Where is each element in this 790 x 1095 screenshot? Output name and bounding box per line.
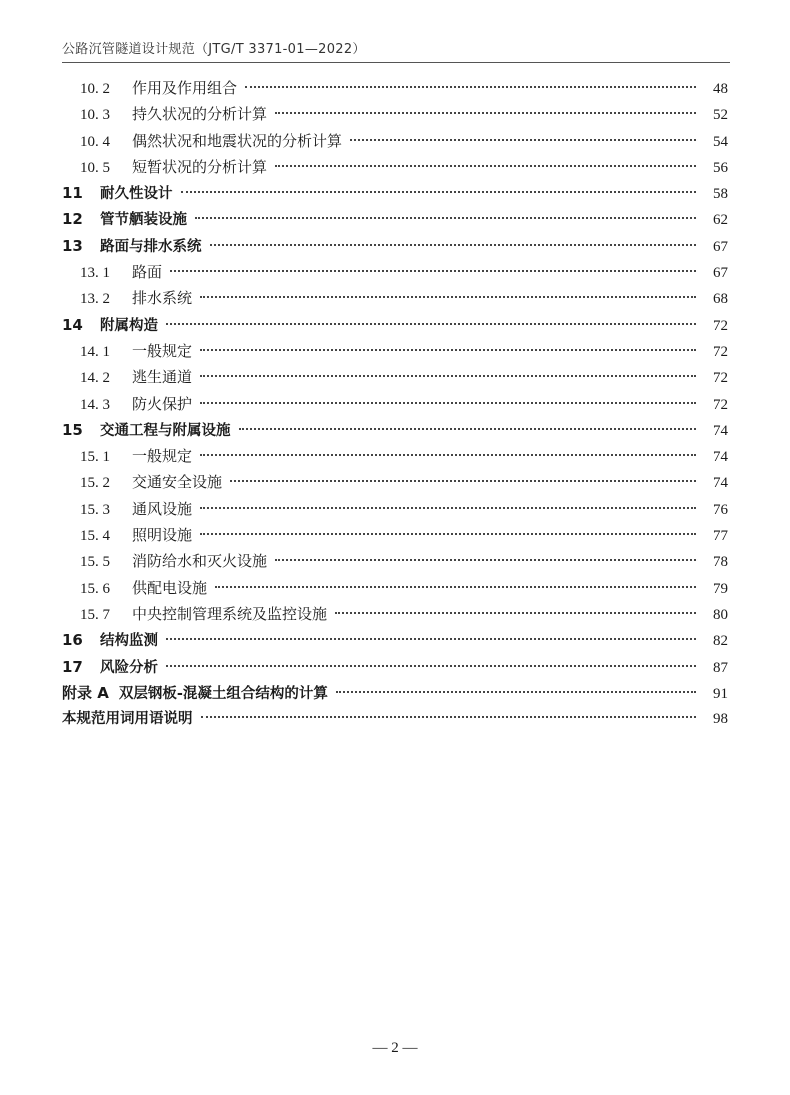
dot-leader: [335, 612, 696, 614]
toc-entry-title: 本规范用词用语说明: [62, 711, 193, 728]
toc-entry[interactable]: [62, 206, 728, 232]
toc-entry-title: 交通安全设施: [132, 473, 223, 492]
toc-entry[interactable]: [62, 128, 728, 154]
toc-entry-title: 短暂状况的分析计算: [132, 157, 268, 176]
toc-entry-title: 管节舾装设施: [100, 212, 187, 229]
toc-entry-number: 15. 5: [80, 554, 110, 571]
toc-entry-title: 逃生通道: [132, 368, 193, 387]
toc-entry-page: 79: [713, 580, 728, 597]
dot-leader: [166, 638, 696, 640]
toc-entry-page: 78: [713, 554, 728, 571]
toc-entry-number: 13. 2: [80, 291, 110, 308]
toc-entry-number: 15: [62, 420, 83, 439]
toc-entry-title: 结构监测: [100, 633, 158, 650]
toc-entry[interactable]: [62, 627, 728, 653]
dot-leader: [166, 323, 696, 325]
toc-entry-number: 15. 7: [80, 606, 110, 623]
toc-entry-page: 56: [713, 159, 728, 176]
toc-entry-title: 排水系统: [132, 289, 193, 308]
dot-leader: [200, 375, 696, 377]
toc-entry-page: 72: [713, 396, 728, 413]
dot-leader: [239, 428, 697, 430]
dot-leader: [215, 586, 696, 588]
toc-entry[interactable]: [62, 522, 728, 548]
toc-entry[interactable]: [62, 180, 728, 206]
running-header: 公路沉管隧道设计规范（JTG/T 3371-01—2022）: [62, 42, 366, 57]
toc-entry[interactable]: [62, 259, 728, 285]
toc-entry-page: 72: [713, 317, 728, 334]
dot-leader: [200, 349, 696, 351]
toc-entry[interactable]: [62, 469, 728, 495]
toc-entry-title: 附属构造: [100, 317, 158, 334]
dot-leader: [200, 296, 696, 298]
toc-entry[interactable]: [62, 496, 728, 522]
toc-entry-title: 消防给水和灭火设施: [132, 552, 268, 571]
toc-entry-page: 87: [713, 659, 728, 676]
toc-entry-page: 72: [713, 343, 728, 360]
toc-entry-page: 72: [713, 370, 728, 387]
toc-entry[interactable]: [62, 548, 728, 574]
dot-leader: [275, 165, 696, 167]
toc-entry-page: 98: [713, 711, 728, 728]
dot-leader: [166, 665, 696, 667]
toc-entry-page: 67: [713, 265, 728, 282]
dot-leader: [195, 217, 696, 219]
dot-leader: [275, 559, 696, 561]
dot-leader: [201, 716, 697, 718]
toc-entry-page: 91: [713, 685, 728, 702]
toc-entry-title: 双层钢板-混凝土组合结构的计算: [118, 685, 328, 702]
toc-entry-number: 14: [62, 315, 83, 334]
toc-entry-page: 68: [713, 291, 728, 308]
dot-leader: [245, 86, 696, 88]
toc-entry-page: 62: [713, 212, 728, 229]
toc-entry-number: 10. 5: [80, 159, 110, 176]
toc-entry-page: 67: [713, 238, 728, 255]
toc-entry[interactable]: [62, 285, 728, 311]
toc-entry-number: 15. 3: [80, 501, 110, 518]
dot-leader: [210, 244, 697, 246]
toc-entry-number: 15. 2: [80, 475, 110, 492]
toc-entry[interactable]: [62, 706, 728, 732]
toc-entry-title: 供配电设施: [132, 578, 208, 597]
toc-entry-title: 持久状况的分析计算: [132, 105, 268, 124]
toc-entry-number: 13: [62, 236, 83, 255]
toc-entry-title: 路面与排水系统: [100, 238, 202, 255]
toc-entry-title: 耐久性设计: [100, 186, 173, 203]
toc-entry[interactable]: [62, 312, 728, 338]
toc-entry-title: 通风设施: [132, 499, 193, 518]
dot-leader: [170, 270, 696, 272]
toc-entry[interactable]: [62, 443, 728, 469]
toc-entry-number: 14. 2: [80, 370, 110, 387]
dot-leader: [200, 533, 696, 535]
toc-entry-title: 一般规定: [132, 447, 193, 466]
toc-entry-page: 76: [713, 501, 728, 518]
toc-entry-number: 10. 2: [80, 81, 110, 97]
toc-entry-title: 路面: [132, 263, 163, 282]
toc-entry[interactable]: [62, 601, 728, 627]
dot-leader: [200, 454, 696, 456]
toc-entry-page: 80: [713, 606, 728, 623]
dot-leader: [336, 691, 696, 693]
toc-entry-number: 12: [62, 210, 83, 229]
dot-leader: [350, 139, 696, 141]
toc-entry-number: 11: [62, 184, 83, 203]
toc-entry-number: 15. 1: [80, 449, 110, 466]
toc-entry-number: 10. 3: [80, 107, 110, 124]
toc-entry[interactable]: [62, 654, 728, 680]
toc-entry-page: 74: [713, 422, 728, 439]
toc-entry[interactable]: [62, 338, 728, 364]
toc-entry-page: 74: [713, 475, 728, 492]
toc-entry-number: 13. 1: [80, 265, 110, 282]
toc-entry[interactable]: [62, 364, 728, 390]
page-number: — 2 —: [372, 1040, 418, 1056]
dot-leader: [200, 507, 696, 509]
toc-entry-title: 交通工程与附属设施: [100, 422, 231, 439]
dot-leader: [230, 480, 696, 482]
toc-entry[interactable]: [62, 101, 728, 127]
toc-entry-title: 中央控制管理系统及监控设施: [132, 604, 328, 623]
toc-entry-page: 54: [713, 133, 728, 150]
toc-entry-number: 14. 1: [80, 343, 110, 360]
toc-entry-title: 作用及作用组合: [132, 79, 238, 97]
toc-entry-page: 77: [713, 528, 728, 545]
toc-entry[interactable]: [62, 391, 728, 417]
toc-entry-number: 15. 6: [80, 580, 110, 597]
dot-leader: [275, 112, 696, 114]
toc-entry-page: 58: [713, 186, 728, 203]
toc-entry-number: 17: [62, 657, 83, 676]
toc-entry-page: 52: [713, 107, 728, 124]
toc-entry[interactable]: [62, 417, 728, 443]
toc-entry-page: 82: [713, 633, 728, 650]
toc-entry-number: 15. 4: [80, 528, 110, 545]
toc-entry-number: 14. 3: [80, 396, 110, 413]
toc-entry-title: 一般规定: [132, 341, 193, 360]
toc-entry-number: 10. 4: [80, 133, 110, 150]
toc-entry[interactable]: [62, 75, 728, 101]
toc-entry-title: 照明设施: [132, 526, 193, 545]
toc-entry[interactable]: [62, 680, 728, 706]
toc-entry[interactable]: [62, 154, 728, 180]
dot-leader: [200, 402, 696, 404]
header-divider: [62, 62, 730, 63]
toc-entry-title: 偶然状况和地震状况的分析计算: [132, 131, 343, 150]
toc-entry-page: 74: [713, 449, 728, 466]
toc-entry-number: 附录 A: [62, 683, 109, 702]
toc-entry[interactable]: [62, 233, 728, 259]
toc-entry-title: 防火保护: [132, 394, 193, 413]
toc-entry[interactable]: [62, 575, 728, 601]
toc-entry-number: 16: [62, 631, 83, 650]
toc-entry-page: 48: [713, 81, 728, 97]
table-of-contents: [62, 75, 728, 732]
dot-leader: [181, 191, 697, 193]
toc-entry-title: 风险分析: [100, 659, 158, 676]
